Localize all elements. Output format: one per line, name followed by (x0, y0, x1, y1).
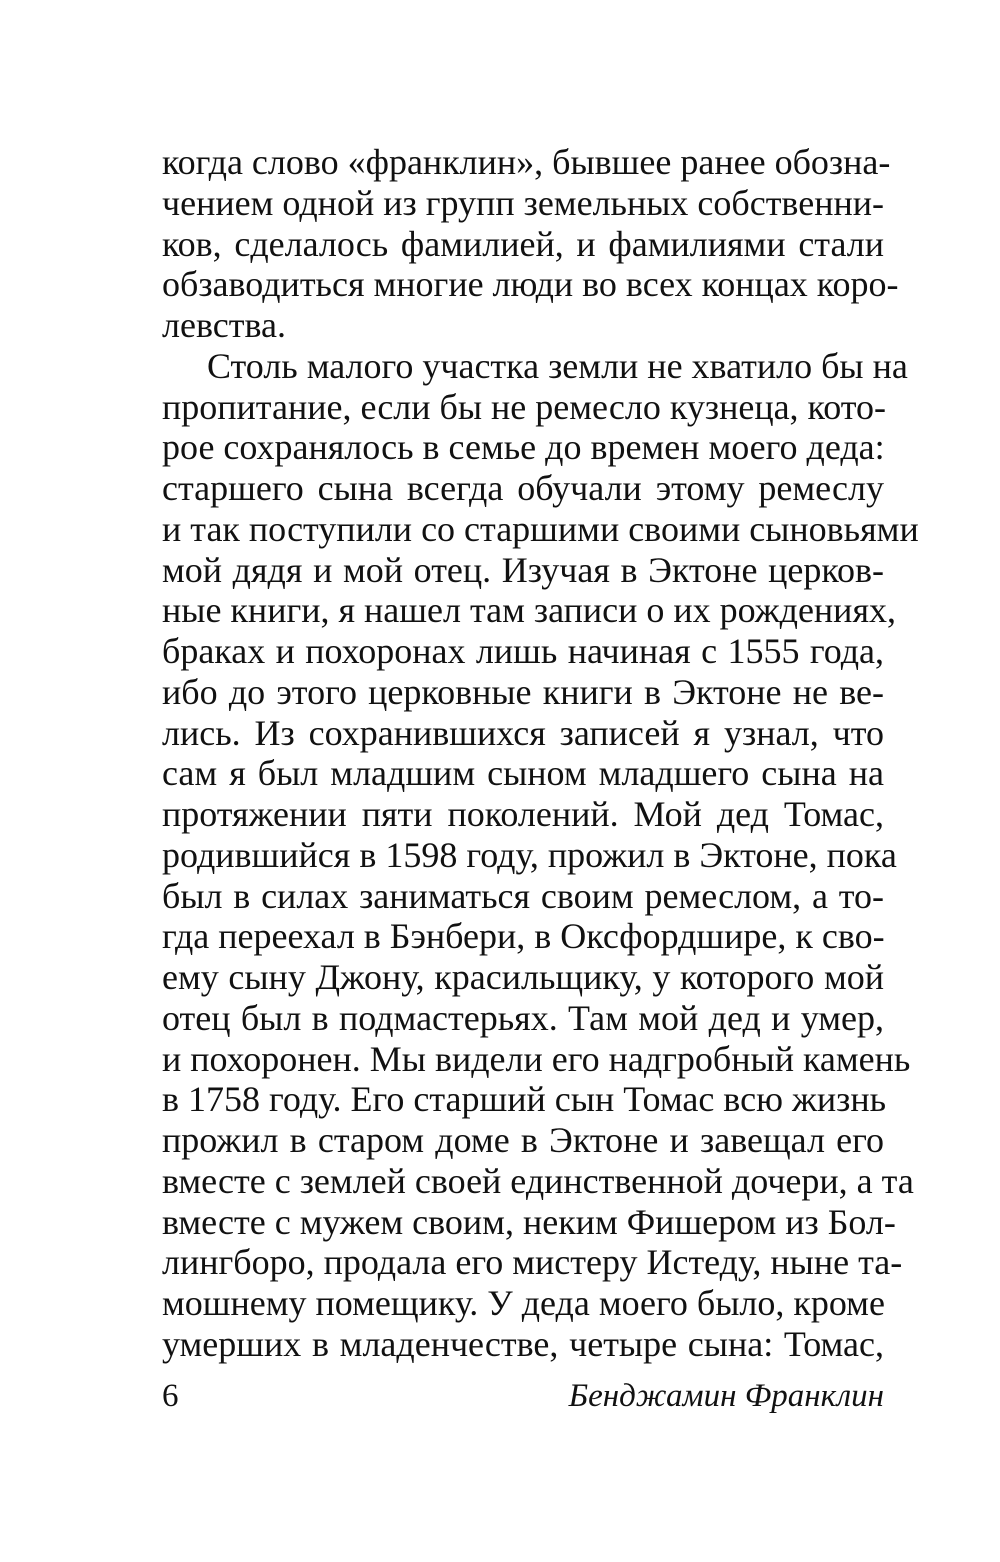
text-line: и так поступили со старшими своими сыновьями (162, 508, 919, 549)
paragraph-2 (162, 345, 919, 1365)
paragraph-1 (162, 142, 899, 346)
text-line: когда слово «франклин», бывшее ранее обозна- (162, 142, 891, 182)
running-title: Бенджамин Франклин (568, 1378, 884, 1414)
text-line: вместе с мужем своим, неким Фишером из Бол- (162, 1201, 896, 1242)
text-line: ему сыну Джону, красильщику, у которого мой (162, 957, 884, 997)
text-line: прожил в старом доме в Эктоне и завещал его (162, 1120, 884, 1160)
text-line: мой дядя и мой отец. Изучая в Эктоне церков- (162, 549, 884, 590)
page-footer (162, 1374, 884, 1418)
text-line: в 1758 году. Его старший сын Томас всю жизнь (162, 1079, 887, 1120)
text-line: мошнему помещику. У деда моего было, кроме (162, 1283, 885, 1323)
text-line: отец был в подмастерьях. Там мой дед и умер, (162, 997, 884, 1038)
text-line: ков, сделалось фамилией, и фамилиями стали (162, 223, 884, 264)
text-line: пропитание, если бы не ремесло кузнеца, кото- (162, 386, 886, 427)
text-line: обзаводиться многие люди во всех концах коро- (162, 264, 899, 305)
page-number: 6 (162, 1378, 179, 1414)
text-line: сам я был младшим сыном младшего сына на (162, 753, 884, 794)
text-line: был в силах заниматься своим ремеслом, а то- (162, 875, 884, 916)
text-line: рое сохранялось в семье до времен моего деда: (162, 427, 885, 468)
text-line: вместе с землей своей единственной дочери, а та (162, 1160, 914, 1201)
text-line: протяжении пяти поколений. Мой дед Томас, (162, 794, 884, 834)
text-line: ибо до этого церковные книги в Эктоне не ве- (162, 671, 884, 712)
text-line: ные книги, я нашел там записи о их рождениях, (162, 590, 897, 631)
text-line: левства. (162, 305, 286, 345)
text-line: гда переехал в Бэнбери, в Оксфордшире, к сво- (162, 916, 885, 957)
text-line: Столь малого участка земли не хватило бы на (207, 345, 908, 386)
text-line: лись. Из сохранившихся записей я узнал, что (162, 712, 884, 753)
text-line: лингборо, продала его мистеру Истеду, ныне та- (162, 1242, 903, 1283)
text-line: браках и похоронах лишь начиная с 1555 года, (162, 631, 884, 671)
text-line: и похоронен. Мы видели его надгробный камень (162, 1038, 911, 1079)
text-line: умерших в младенчестве, четыре сына: Томас, (162, 1323, 884, 1364)
text-line: старшего сына всегда обучали этому ремеслу (162, 468, 884, 508)
page-body (162, 142, 919, 1365)
text-line: чением одной из групп земельных собственни- (162, 182, 884, 223)
text-line: родившийся в 1598 году, прожил в Эктоне, пока (162, 834, 897, 875)
